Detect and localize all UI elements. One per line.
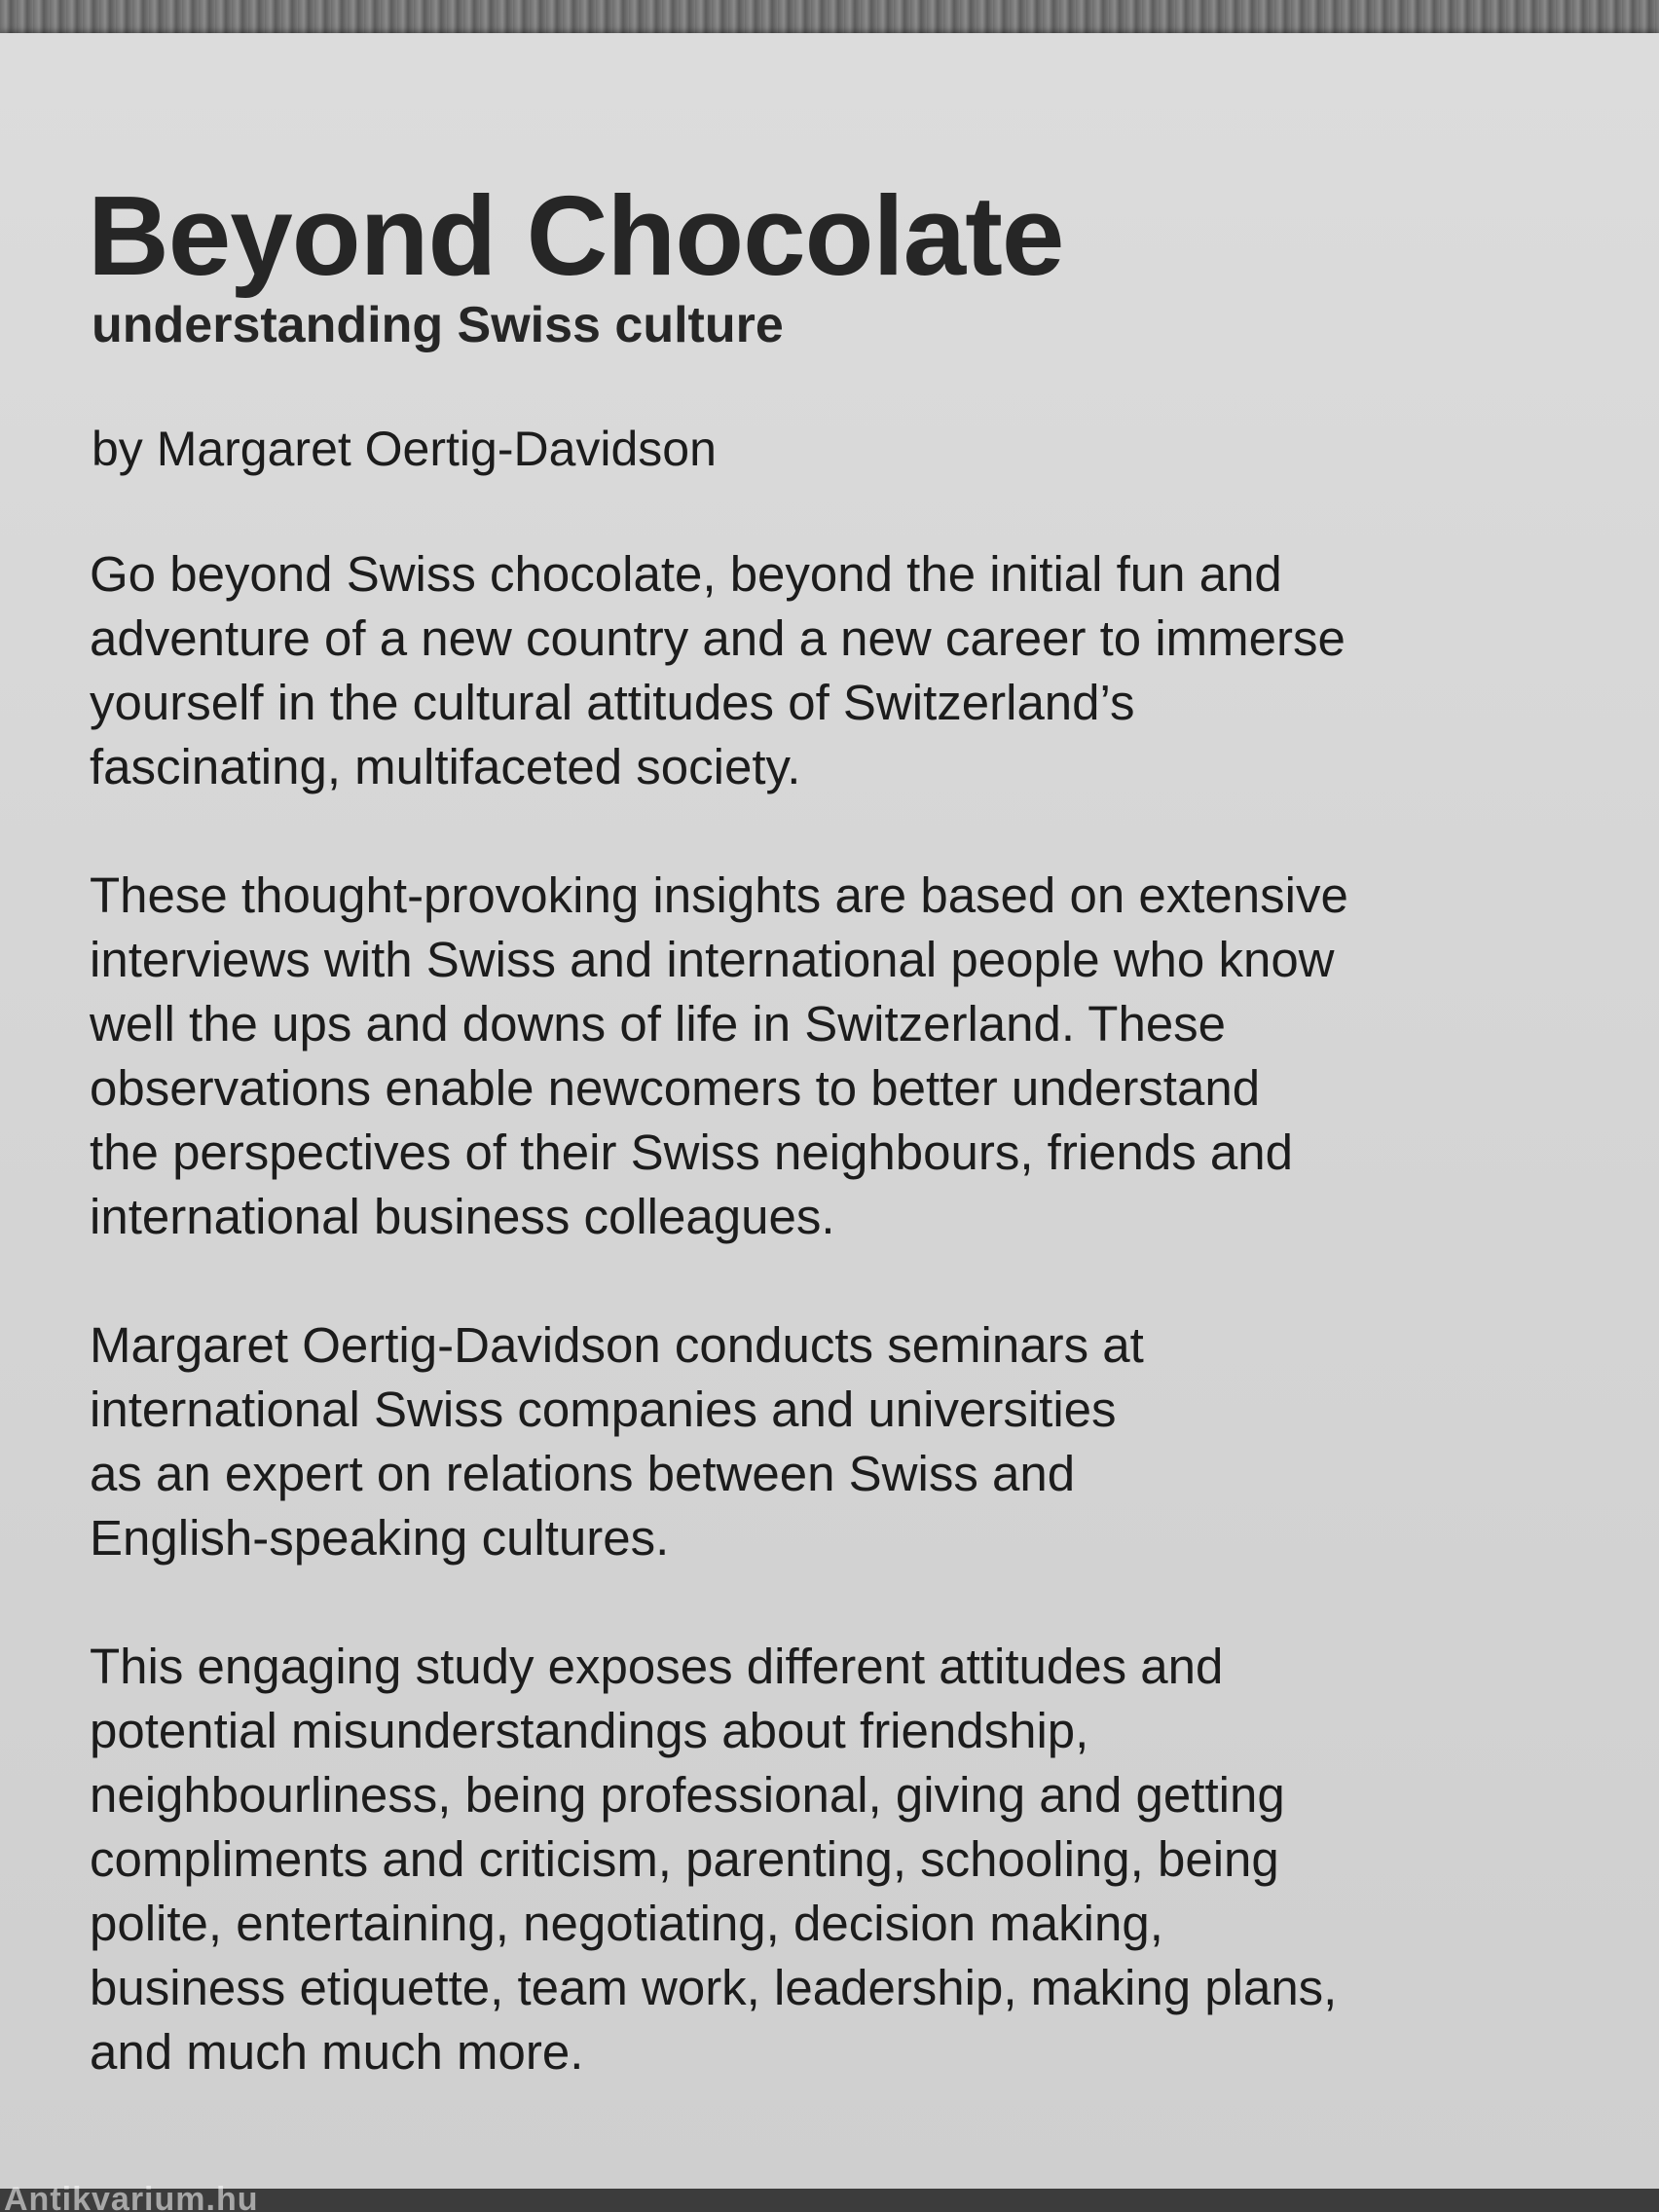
text-line: fascinating, multifaceted society. [90, 739, 801, 795]
blurb-paragraph-2 [90, 864, 1550, 1249]
text-line: compliments and criticism, parenting, schooling, being [90, 1831, 1279, 1888]
text-line: the perspectives of their Swiss neighbours, friends and [90, 1124, 1294, 1181]
text-line: and much much more. [90, 2024, 584, 2081]
text-line: potential misunderstandings about friendship, [90, 1703, 1089, 1759]
text-line: international Swiss companies and universities [90, 1382, 1117, 1438]
author-line: by Margaret Oertig-Davidson [92, 422, 717, 477]
book-back-cover [0, 33, 1659, 2194]
text-line: These thought-provoking insights are based on extensive [90, 867, 1348, 924]
author-bio-paragraph [90, 1313, 1550, 1570]
watermark-text: Antikvarium.hu [4, 2181, 259, 2212]
blurb-paragraph-1 [90, 542, 1550, 799]
text-line: observations enable newcomers to better understand [90, 1060, 1261, 1117]
book-title: Beyond Chocolate [88, 172, 1064, 299]
text-line: as an expert on relations between Swiss and [90, 1446, 1076, 1502]
text-line: neighbourliness, being professional, giving and getting [90, 1767, 1285, 1824]
text-line: yourself in the cultural attitudes of Switzerland’s [90, 675, 1135, 731]
text-line: interviews with Swiss and international people who know [90, 932, 1335, 988]
text-line: business etiquette, team work, leadership, making plans, [90, 1960, 1338, 2016]
cover-text-block [88, 172, 1548, 2084]
text-line: polite, entertaining, negotiating, decision making, [90, 1896, 1163, 1952]
text-line: This engaging study exposes different attitudes and [90, 1639, 1224, 1695]
text-line: English-speaking cultures. [90, 1510, 670, 1567]
text-line: well the ups and downs of life in Switzerland. These [90, 996, 1227, 1052]
book-subtitle: understanding Swiss culture [92, 297, 784, 353]
blurb-paragraph-4 [90, 1635, 1550, 2084]
text-line: adventure of a new country and a new career to immerse [90, 610, 1346, 667]
text-line: international business colleagues. [90, 1189, 835, 1245]
background-strip-top [0, 0, 1659, 35]
text-line: Go beyond Swiss chocolate, beyond the initial fun and [90, 546, 1282, 603]
text-line: Margaret Oertig-Davidson conducts seminars at [90, 1317, 1144, 1374]
